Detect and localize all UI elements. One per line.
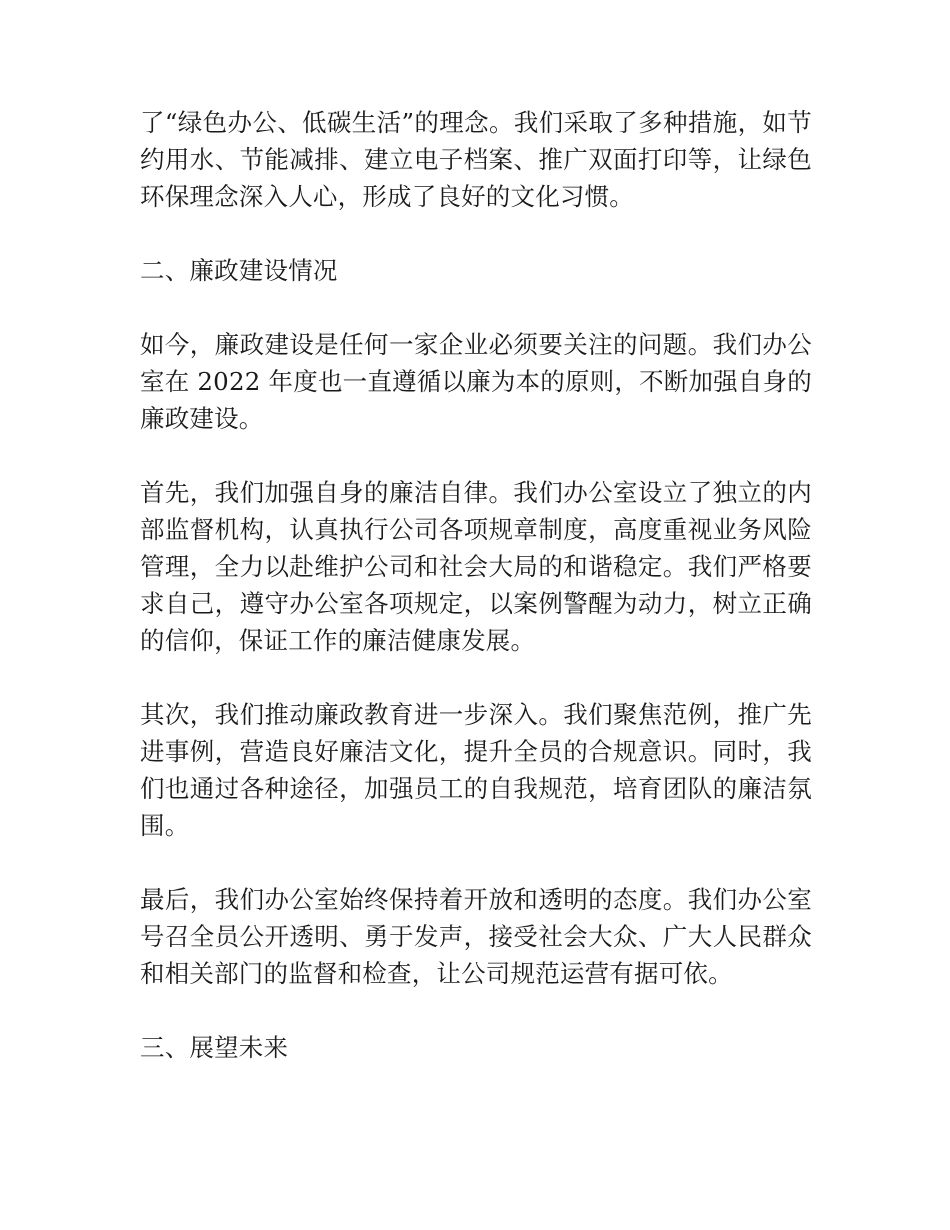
document-body — [140, 104, 812, 1103]
paragraph-transparency: 最后，我们办公室始终保持着开放和透明的态度。我们办公室号召全员公开透明、勇于发声，接受社会大众、广大人民群众和相关部门的监督和检查，让公司规范运营有据可依。 — [140, 885, 812, 988]
paragraph-green-office: 了“绿色办公、低碳生活”的理念。我们采取了多种措施，如节约用水、节能减排、建立电子档案、推广双面打印等，让绿色环保理念深入人心，形成了良好的文化习惯。 — [140, 108, 812, 211]
paragraph-self-discipline: 首先，我们加强自身的廉洁自律。我们办公室设立了独立的内部监督机构，认真执行公司各项规章制度，高度重视业务风险管理，全力以赴维护公司和社会大局的和谐稳定。我们严格要求自己，遵守办公室各项规定，以案例警醒为动力，树立正确的信仰，保证工作的廉洁健康发展。 — [140, 478, 812, 655]
section-heading-integrity: 二、廉政建设情况 — [140, 256, 338, 285]
paragraph-integrity-education: 其次，我们推动廉政教育进一步深入。我们聚焦范例，推广先进事例，营造良好廉洁文化，提升全员的合规意识。同时，我们也通过各种途径，加强员工的自我规范，培育团队的廉洁氛围。 — [140, 700, 812, 840]
section-heading-outlook: 三、展望未来 — [140, 1033, 289, 1062]
paragraph-integrity-intro: 如今，廉政建设是任何一家企业必须要关注的问题。我们办公室在 2022 年度也一直遵循以廉为本的原则，不断加强自身的廉政建设。 — [140, 330, 812, 433]
